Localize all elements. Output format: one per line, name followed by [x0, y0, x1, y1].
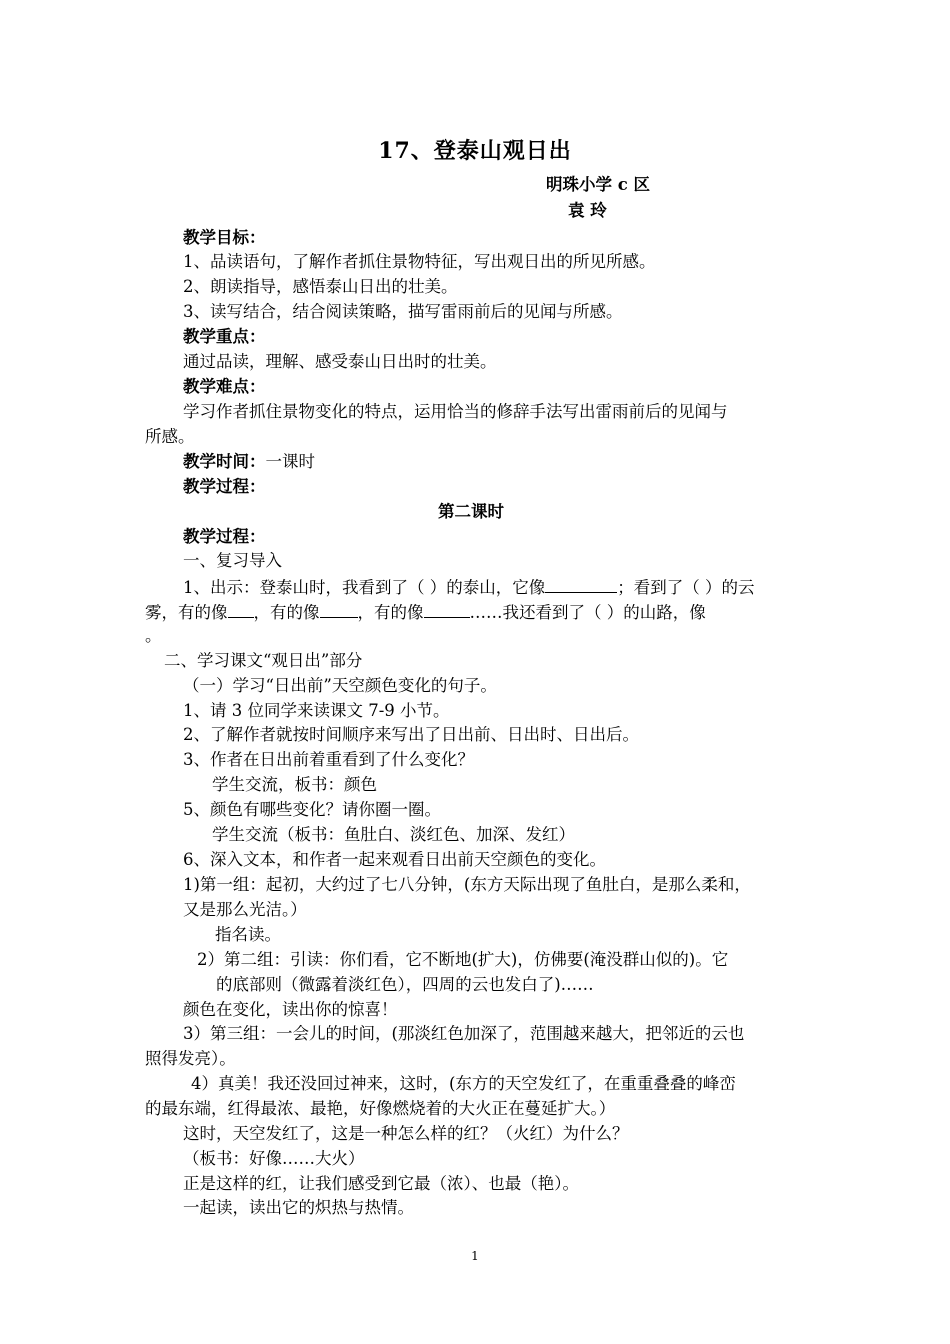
goals-heading: 教学目标： [183, 228, 266, 247]
exercise-line-end: 。 [145, 626, 162, 645]
exercise-text: ，有的像 [253, 603, 320, 622]
group-three-text: 照得发亮）。 [145, 1049, 236, 1068]
group-one-text: 又是那么光洁。） [183, 900, 307, 919]
fill-blank [320, 599, 358, 618]
process-heading-2: 教学过程： [183, 527, 266, 546]
group-four-text: 4）真美！我还没回过神来，这时，(东方的天空发红了，在重重叠叠的峰峦 [191, 1074, 736, 1093]
school-name: 明珠小学 c 区 [546, 175, 651, 194]
list-item: 1、请 3 位同学来读课文 7-9 小节。 [183, 701, 450, 720]
time-heading: 教学时间： [183, 452, 266, 471]
goal-item: 2、朗读指导，感悟泰山日出的壮美。 [183, 277, 458, 296]
section-review: 一、复习导入 [183, 551, 282, 570]
color-change-text: 颜色在变化，读出你的惊喜！ [183, 1000, 398, 1019]
focus-heading: 教学重点： [183, 327, 266, 346]
difficulty-text: 学习作者抓住景物变化的特点，运用恰当的修辞手法写出雷雨前后的见闻与 [183, 402, 728, 421]
goal-item: 1、品读语句，了解作者抓住景物特征，写出观日出的所见所感。 [183, 252, 656, 271]
feel-text: 正是这样的红，让我们感受到它最（浓）、也最（艳）。 [183, 1174, 579, 1193]
fill-blank [545, 574, 617, 593]
exercise-text: ，有的像 [357, 603, 424, 622]
list-item: 2、了解作者就按时间顺序来写出了日出前、日出时、日出后。 [183, 725, 639, 744]
board-text: （板书：好像……大火） [183, 1149, 365, 1168]
exercise-text: 雾，有的像 [145, 603, 228, 622]
question-text: 这时，天空发红了，这是一种怎么样的红？（火红）为什么？ [183, 1124, 629, 1143]
difficulty-text-cont: 所感。 [145, 427, 195, 446]
page-number: 1 [471, 1249, 479, 1263]
exercise-text: ；看到了（ ）的云 [617, 578, 755, 597]
group-three-text: 3）第三组：一会儿的时间，(那淡红色加深了，范围越来越大，把邻近的云也 [183, 1024, 745, 1043]
list-item: 5、颜色有哪些变化？请你圈一圈。 [183, 800, 441, 819]
fill-blank [424, 599, 470, 618]
exercise-line [183, 574, 755, 600]
goal-item: 3、读写结合，结合阅读策略，描写雷雨前后的见闻与所感。 [183, 302, 623, 321]
fill-blank [228, 599, 254, 618]
process-heading: 教学过程： [183, 477, 266, 496]
time-value: 一课时 [265, 452, 315, 471]
exercise-line [145, 599, 706, 625]
section-learn: 二、学习课文“观日出”部分 [164, 651, 363, 670]
group-two-text: 的底部则（微露着淡红色），四周的云也发白了)…… [216, 975, 594, 994]
exercise-text: 1、出示：登泰山时，我看到了（ ）的泰山，它像 [183, 578, 546, 597]
group-two-text: 2）第二组：引读：你们看，它不断地(扩大)，仿佛要(淹没群山似的)。它 [197, 950, 729, 969]
difficulty-heading: 教学难点： [183, 377, 266, 396]
author-name: 袁 玲 [568, 201, 607, 220]
read-together-text: 一起读，读出它的炽热与热情。 [183, 1198, 414, 1217]
list-item: 学生交流（板书：鱼肚白、淡红色、加深、发红） [212, 825, 575, 844]
subsection-before-sunrise: （一）学习“日出前”天空颜色变化的句子。 [183, 676, 497, 695]
list-item: 6、深入文本，和作者一起来观看日出前天空颜色的变化。 [183, 850, 606, 869]
focus-text: 通过品读，理解、感受泰山日出时的壮美。 [183, 352, 497, 371]
group-four-text: 的最东端，红得最浓、最艳，好像燃烧着的大火正在蔓延扩大。） [145, 1099, 616, 1118]
teaching-time [183, 450, 315, 474]
lesson-heading: 第二课时 [438, 502, 504, 521]
list-item: 3、作者在日出前着重看到了什么变化？ [183, 750, 474, 769]
document-title: 17、登泰山观日出 [378, 138, 572, 164]
list-item: 学生交流，板书：颜色 [212, 775, 377, 794]
exercise-text: ……我还看到了（ ）的山路，像 [469, 603, 706, 622]
group-one-instruction: 指名读。 [215, 925, 281, 944]
group-one-text: 1)第一组：起初，大约过了七八分钟，(东方天际出现了鱼肚白，是那么柔和， [183, 875, 751, 894]
